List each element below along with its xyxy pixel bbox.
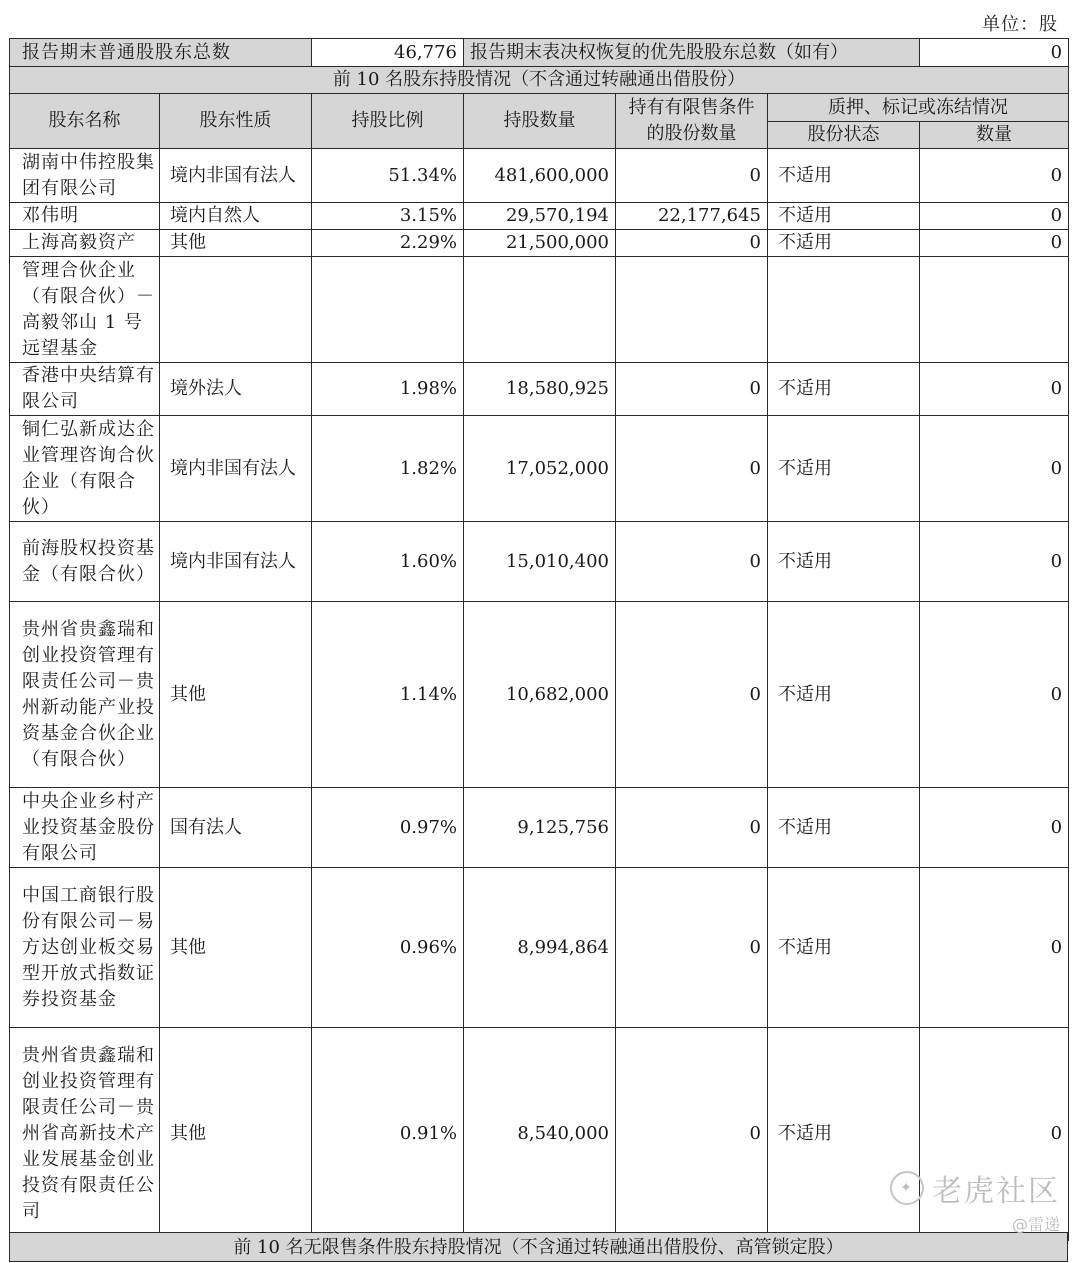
holder-nature: 其他 (160, 230, 312, 257)
holding-count: 10,682,000 (464, 602, 616, 788)
holder-name: 湖南中伟控股集团有限公司 (10, 149, 160, 203)
holding-ratio: 0.91% (312, 1028, 464, 1241)
header-pledge-count: 数量 (920, 122, 1069, 149)
holder-name: 中央企业乡村产业投资基金股份有限公司 (10, 788, 160, 868)
holding-count: 15,010,400 (464, 522, 616, 602)
preferred-holders-label: 报告期末表决权恢复的优先股股东总数（如有） (464, 39, 920, 67)
restricted-count: 0 (616, 522, 768, 602)
table-row (10, 788, 1069, 868)
holder-nature: 其他 (160, 1028, 312, 1241)
restricted-count: 0 (616, 868, 768, 1028)
table-row (10, 363, 1069, 416)
holder-nature: 境内非国有法人 (160, 522, 312, 602)
pledge-status: 不适用 (768, 602, 920, 788)
holder-nature: 其他 (160, 868, 312, 1028)
table-row-continuation (10, 257, 1069, 363)
restricted-count: 0 (616, 1028, 768, 1241)
holding-ratio: 0.97% (312, 788, 464, 868)
holder-nature: 境内非国有法人 (160, 416, 312, 522)
holder-nature: 境内非国有法人 (160, 149, 312, 203)
watermark (890, 1166, 1060, 1234)
holder-nature: 境外法人 (160, 363, 312, 416)
header-nature: 股东性质 (160, 94, 312, 149)
table-row (10, 522, 1069, 602)
pledge-count: 0 (920, 522, 1069, 602)
table-row (10, 602, 1069, 788)
holder-name: 中国工商银行股份有限公司－易方达创业板交易型开放式指数证券投资基金 (10, 868, 160, 1028)
holder-name: 贵州省贵鑫瑞和创业投资管理有限责任公司－贵州省高新技术产业发展基金创业投资有限责任公司 (10, 1028, 160, 1241)
summary-row (10, 39, 1069, 67)
holding-ratio: 1.98% (312, 363, 464, 416)
unit-label: 单位：股 (982, 14, 1058, 35)
holding-count: 21,500,000 (464, 230, 616, 257)
holder-name: 贵州省贵鑫瑞和创业投资管理有限责任公司－贵州新动能产业投资基金合伙企业（有限合伙） (10, 602, 160, 788)
holding-ratio: 2.29% (312, 230, 464, 257)
section-title: 前 10 名股东持股情况（不含通过转融通出借股份） (10, 67, 1069, 94)
pledge-count: 0 (920, 416, 1069, 522)
restricted-count: 0 (616, 230, 768, 257)
pledge-count: 0 (920, 363, 1069, 416)
holder-nature: 国有法人 (160, 788, 312, 868)
holding-ratio: 1.60% (312, 522, 464, 602)
restricted-count: 0 (616, 602, 768, 788)
table-row (10, 203, 1069, 230)
next-section-title: 前 10 名无限售条件股东持股情况（不含通过转融通出借股份、高管锁定股） (9, 1232, 1068, 1262)
pledge-status: 不适用 (768, 1028, 920, 1241)
restricted-count: 22,177,645 (616, 203, 768, 230)
holding-count: 18,580,925 (464, 363, 616, 416)
pledge-status: 不适用 (768, 522, 920, 602)
pledge-count: 0 (920, 149, 1069, 203)
watermark-user: @雷递 (1011, 1215, 1060, 1234)
restricted-count: 0 (616, 788, 768, 868)
pledge-count: 0 (920, 1028, 1069, 1241)
holder-name: 邓伟明 (10, 203, 160, 230)
pledge-status: 不适用 (768, 363, 920, 416)
pledge-status: 不适用 (768, 788, 920, 868)
restricted-count: 0 (616, 363, 768, 416)
holding-count: 481,600,000 (464, 149, 616, 203)
shareholder-table (9, 38, 1069, 1241)
header-restricted: 持有有限售条件的股份数量 (616, 94, 768, 149)
pledge-status: 不适用 (768, 416, 920, 522)
holding-count: 9,125,756 (464, 788, 616, 868)
pledge-status: 不适用 (768, 868, 920, 1028)
pledge-status: 不适用 (768, 203, 920, 230)
header-row (10, 94, 1069, 122)
holder-nature: 境内自然人 (160, 203, 312, 230)
restricted-count: 0 (616, 416, 768, 522)
watermark-brand: 老虎社区 (932, 1174, 1060, 1209)
holder-name: 香港中央结算有限公司 (10, 363, 160, 416)
table-row (10, 149, 1069, 203)
table-row (10, 416, 1069, 522)
holding-ratio: 51.34% (312, 149, 464, 203)
pledge-count: 0 (920, 230, 1069, 257)
holder-nature: 其他 (160, 602, 312, 788)
table-row (10, 868, 1069, 1028)
pledge-count: 0 (920, 203, 1069, 230)
pledge-status: 不适用 (768, 230, 920, 257)
header-name: 股东名称 (10, 94, 160, 149)
holder-name: 上海高毅资产 (10, 230, 160, 257)
preferred-holders-value: 0 (920, 39, 1069, 67)
holding-ratio: 0.96% (312, 868, 464, 1028)
section-title-row (10, 67, 1069, 94)
table-row (10, 230, 1069, 257)
pledge-count: 0 (920, 788, 1069, 868)
header-pledge-status: 股份状态 (768, 122, 920, 149)
header-count: 持股数量 (464, 94, 616, 149)
holding-count: 8,994,864 (464, 868, 616, 1028)
holder-name: 前海股权投资基金（有限合伙） (10, 522, 160, 602)
holding-ratio: 1.82% (312, 416, 464, 522)
header-ratio: 持股比例 (312, 94, 464, 149)
pledge-count: 0 (920, 868, 1069, 1028)
header-pledge-group: 质押、标记或冻结情况 (768, 94, 1069, 122)
tiger-logo-icon: ✦ (890, 1171, 924, 1205)
common-holders-value: 46,776 (312, 39, 464, 67)
restricted-count: 0 (616, 149, 768, 203)
holder-name-continued: 管理合伙企业（有限合伙）－高毅邻山 1 号远望基金 (10, 257, 160, 363)
holding-ratio: 3.15% (312, 203, 464, 230)
holding-ratio: 1.14% (312, 602, 464, 788)
holding-count: 17,052,000 (464, 416, 616, 522)
pledge-count: 0 (920, 602, 1069, 788)
pledge-status: 不适用 (768, 149, 920, 203)
holding-count: 29,570,194 (464, 203, 616, 230)
holder-name: 铜仁弘新成达企业管理咨询合伙企业（有限合伙） (10, 416, 160, 522)
holding-count: 8,540,000 (464, 1028, 616, 1241)
common-holders-label: 报告期末普通股股东总数 (10, 39, 312, 67)
